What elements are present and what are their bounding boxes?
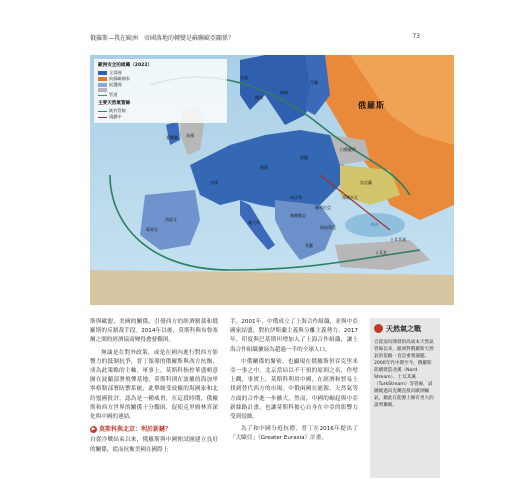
map-label-moldova: 摩爾多瓦 (342, 195, 358, 200)
running-header-title: 俄羅斯—我在歐洲 帝國落地的轉變是蘇聯歐亞關係？ (90, 35, 235, 42)
sidebar-heading-text: 天然氣之戰 (386, 325, 421, 333)
legend-line (98, 111, 107, 112)
text-column-left (90, 318, 218, 458)
map-label-serbia: 塞爾維亞 (290, 213, 306, 218)
legend-label: 全員國 (109, 70, 122, 75)
section-heading-text: 莫斯科與北京：利於新鏈？ (99, 426, 172, 434)
legend-row (98, 92, 223, 98)
legend-row (98, 114, 223, 120)
sidebar-heading (374, 318, 436, 339)
map-label-finland: 芬蘭 (310, 80, 318, 85)
map-label-germany: 德國 (260, 165, 268, 170)
paragraph: 為了和中國分庭抗禮，普丁在2016年提出了「大歐亞」（Greater Eurasia）計畫， (230, 426, 358, 442)
legend-label: 管道 (109, 92, 118, 97)
map-label-turkstream: 土耳其溪 (390, 237, 406, 242)
map-label-hungary: 匈牙利 (290, 195, 302, 200)
text-column-right (230, 318, 358, 447)
paragraph: 自從冷戰結束以來，俄羅斯與中國便試圖建立良好的關係，從而抗衡美國在國際上 (90, 437, 218, 453)
map-label-italy: 義大利 (248, 220, 260, 225)
map-label-portugal: 葡萄牙 (146, 227, 158, 232)
map-label-poland: 波蘭 (300, 155, 308, 160)
europe-map (90, 55, 454, 305)
sidebar-box (370, 318, 440, 478)
page-number: 73 (412, 33, 420, 40)
map-legend (94, 59, 227, 123)
legend-swatch (98, 88, 107, 92)
arrow-icon: ▶ (91, 426, 96, 433)
map-label-black-sea: 黑海 (370, 222, 378, 227)
map-label-russia: 俄羅斯 (358, 101, 385, 110)
paragraph: 斯與歐盟、美國的關係，引發西方的經濟制裁和俄羅斯的反制裁手段。2014年以後，莫斯科與布魯塞爾之間的經濟協商變得愈發艱困。 (90, 319, 218, 344)
legend-swatch (98, 83, 107, 87)
legend-line (98, 117, 107, 118)
legend-title: 歐洲安全的組織（2022） (98, 63, 153, 68)
sidebar-marker-icon (374, 324, 383, 333)
map-label-greece: 希臘 (305, 243, 313, 248)
north-africa (90, 270, 454, 305)
map-label-belarus: 白俄羅斯 (340, 147, 356, 152)
sidebar-body: 自從南向開發的高成本天然氣管線以來，歐洲對俄羅斯天然氣的依賴一直是重要議題。2000年代中期至今，俄羅斯陸續建造北溪（Nord Stream）、土耳其溪（TurkStream）等管線，試圖繞過烏克蘭直接向歐洲輸氣，藉此在能源上擁有更大的談判籌碼。 (374, 340, 434, 408)
legend-label: 既有管線 (109, 108, 126, 113)
legend-label: 前蘇聯國家 (109, 76, 130, 81)
map-label-bulgaria: 保加利亞 (320, 225, 336, 230)
map-label-ireland: 愛爾蘭 (166, 135, 178, 140)
section-heading (90, 425, 218, 434)
legend-swatch (98, 77, 107, 81)
running-header (90, 33, 420, 47)
map-label-france: 法國 (210, 180, 218, 185)
map-label-romania: 羅馬尼亞 (315, 205, 331, 210)
paragraph: 無論是在對外政策，或是在國內進行對西方影響力的抵制抗爭，普丁領導的俄羅斯與西方抗衡，成為此策略的主軸。軍事上，莫斯科指控華盛頓意圖在波蘭部署飛彈基地，莫斯科則在波羅的海加里寧格勒部署防禦系統，此舉頗受波羅的海國家和北約盟國批評，認為是一種威脅，在這段時期，俄羅斯和西方世界的關係十分艱困，促使克里姆林宮深化與中國的連結。 (90, 349, 218, 421)
legend-swatch (98, 71, 107, 75)
map-label-sweden: 瑞典 (280, 90, 288, 95)
legend-line (98, 95, 107, 96)
legend-subtitle: 主要天然氣管線 (98, 101, 131, 106)
map-label-spain: 西班牙 (165, 217, 177, 222)
paragraph: 中俄關係的緊密，也顯現在俄羅斯併吞克里米亞一事之中，北京當局以不干預的原則之名，作壁上觀，事實上，莫斯科利用中國，在經濟和貿易上找到替代西方的市場。中俄兩國在能源、天然氣等方面的合作進一步擴大。然而，中國的崛起與中亞新絲路計畫，也讓莫斯科擔心自身在中亞的影響力受到侵蝕。 (230, 358, 358, 421)
map-label-turkey: 土耳其 (375, 250, 387, 255)
paragraph: 手。2001年，中俄成立了上海合作組織，並與中亞國家結盟，對抗伊斯蘭主義與分離主義勢力。2017年，印度與巴基斯坦增加入了上海合作組織，讓上海合作組織擴展為超過一半的全球人口。 (230, 319, 358, 353)
map-label-northstream: 北溪 (240, 75, 248, 80)
map-label-uk: 英國 (186, 133, 194, 138)
map-label-ukraine: 烏克蘭 (360, 180, 372, 185)
legend-label: 候選國 (109, 82, 122, 87)
map-label-norway: 挪威 (255, 95, 263, 100)
legend-label: 規劃中 (109, 114, 122, 119)
